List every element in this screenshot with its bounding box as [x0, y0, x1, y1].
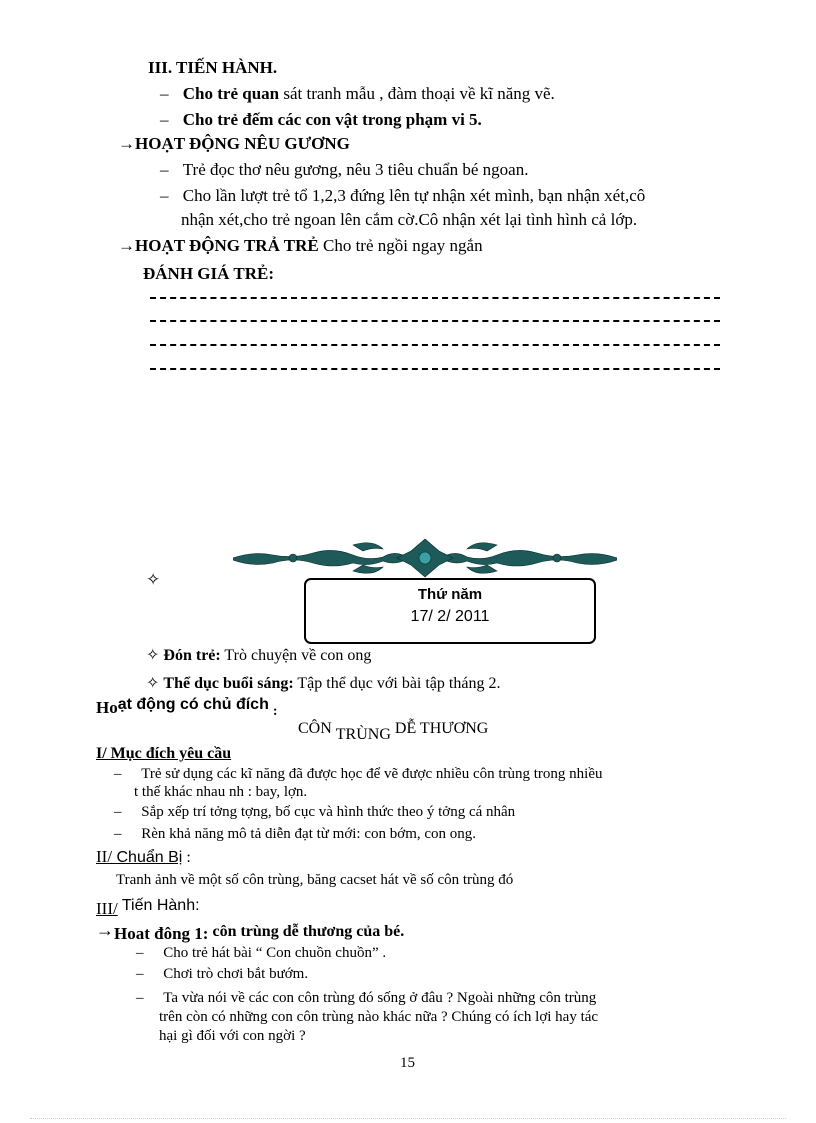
bullet-dash: – [160, 110, 169, 129]
bullet-dash: – [160, 186, 169, 205]
bullet-dash: – [160, 160, 169, 179]
item-text: Rèn khả năng mô tả diễn đạt từ mới: con bớm, con ong. [141, 826, 477, 842]
prep-heading: II/ Chuẩn Bị : [96, 847, 191, 866]
list-item [160, 160, 528, 180]
page-number: 15 [400, 1055, 415, 1071]
goals-heading: I/ Mục đích yêu cầu [96, 745, 232, 762]
arrow-right-icon: → [118, 236, 135, 255]
bullet-dash: – [160, 84, 169, 103]
exercise-text: Tập thể dục với bài tập tháng 2. [293, 675, 501, 692]
list-item [160, 84, 555, 104]
bullet-dash: – [114, 804, 122, 820]
star-icon: ✧ [146, 647, 160, 664]
activity1-heading: →Hoat đông 1: côn trùng dễ thương của bé. [96, 920, 405, 943]
activity-title: CÔN TRÙNG DỄ THƯƠNG [298, 720, 489, 743]
item-text: Cho lần lượt trẻ tổ 1,2,3 đứng lên tự nhận xét mình, bạn nhận xét,cô [182, 186, 646, 205]
floral-ornament-icon [233, 537, 617, 579]
exercise-line [146, 673, 500, 693]
bullet-dash: – [114, 826, 122, 842]
item-text: Ta vừa nói về các con côn trùng đó sống ở đâu ? Ngoài những côn trùng [163, 990, 597, 1006]
list-item [136, 966, 308, 983]
item-text: sát tranh mẫu , đàm thoại về kĩ năng vẽ. [279, 84, 555, 103]
bold-text: Cho trẻ quan [182, 84, 280, 103]
list-item [114, 804, 515, 821]
prep-text: Tranh ảnh về một số côn trùng, băng cacset hát về số côn trùng đó [116, 872, 514, 888]
greeting-line [146, 645, 371, 665]
arrow-right-icon: → [118, 134, 135, 153]
evaluation-heading: ĐÁNH GIÁ TRẺ: [143, 264, 274, 283]
bullet-dash: – [136, 945, 144, 961]
star-icon: ✧ [146, 570, 161, 589]
bullet-dash: – [136, 966, 144, 982]
list-item-continued: nhận xét,cho trẻ ngoan lên cắm cờ.Cô nhận xét lại tình hình cả lớp. [181, 210, 638, 229]
bullet-dash: – [136, 990, 144, 1006]
greeting-label: Đón trẻ: [163, 647, 221, 664]
heading-text: HOẠT ĐỘNG NÊU GƯƠNG [135, 134, 350, 153]
list-item [136, 945, 386, 962]
list-item [114, 826, 476, 843]
heading-detail: Cho trẻ ngồi ngay ngắn [318, 236, 483, 255]
item-text: Sắp xếp trí tởng tợng, bố cục và hình thức theo ý tởng cá nhân [141, 804, 516, 820]
list-item-continued: trên còn có những con côn trùng nào khác nữa ? Chúng có ích lợi hay tác [159, 1009, 599, 1025]
heading-text: HOẠT ĐỘNG TRẢ TRẺ [135, 236, 319, 255]
proceed-heading: III/ Tiến Hành: [96, 897, 200, 918]
dashed-line [150, 297, 720, 299]
dashed-line [150, 368, 720, 370]
section-heading-proceed: III. TIẾN HÀNH. [148, 58, 278, 77]
section-heading-return [118, 236, 483, 256]
item-text: Trẻ đọc thơ nêu gương, nêu 3 tiêu chuẩn bé ngoan. [182, 160, 529, 179]
footer-divider [30, 1118, 786, 1119]
day-label: Thứ năm [417, 586, 483, 603]
section-heading-praise [118, 134, 350, 154]
list-item [136, 990, 596, 1007]
dashed-line [150, 320, 720, 322]
star-icon: ✧ [146, 675, 160, 692]
item-text: Chơi trò chơi bắt bướm. [163, 966, 309, 982]
list-item [160, 186, 645, 206]
list-item-continued: t thế khác nhau nh : bay, lợn. [134, 784, 308, 800]
dashed-line [150, 344, 720, 346]
date-label: 17/ 2/ 2011 [410, 608, 490, 625]
list-item-continued: hại gì đối với con ngời ? [159, 1028, 306, 1044]
activity-heading: Hoạt động có chủ đích : [96, 696, 278, 719]
item-text: Cho trẻ đếm các con vật trong phạm vi 5. [182, 110, 482, 129]
item-text: Cho trẻ hát bài “ Con chuồn chuồn” . [163, 945, 387, 961]
greeting-text: Trò chuyện về con ong [220, 647, 372, 664]
list-item [160, 110, 482, 130]
list-item [114, 766, 603, 783]
exercise-label: Thể dục buổi sáng: [163, 675, 294, 692]
item-text: Trẻ sử dụng các kĩ năng đã được học để vẽ được nhiều côn trùng trong nhiều [141, 766, 603, 782]
arrow-right-icon: → [96, 920, 114, 940]
bullet-dash: – [114, 766, 122, 782]
